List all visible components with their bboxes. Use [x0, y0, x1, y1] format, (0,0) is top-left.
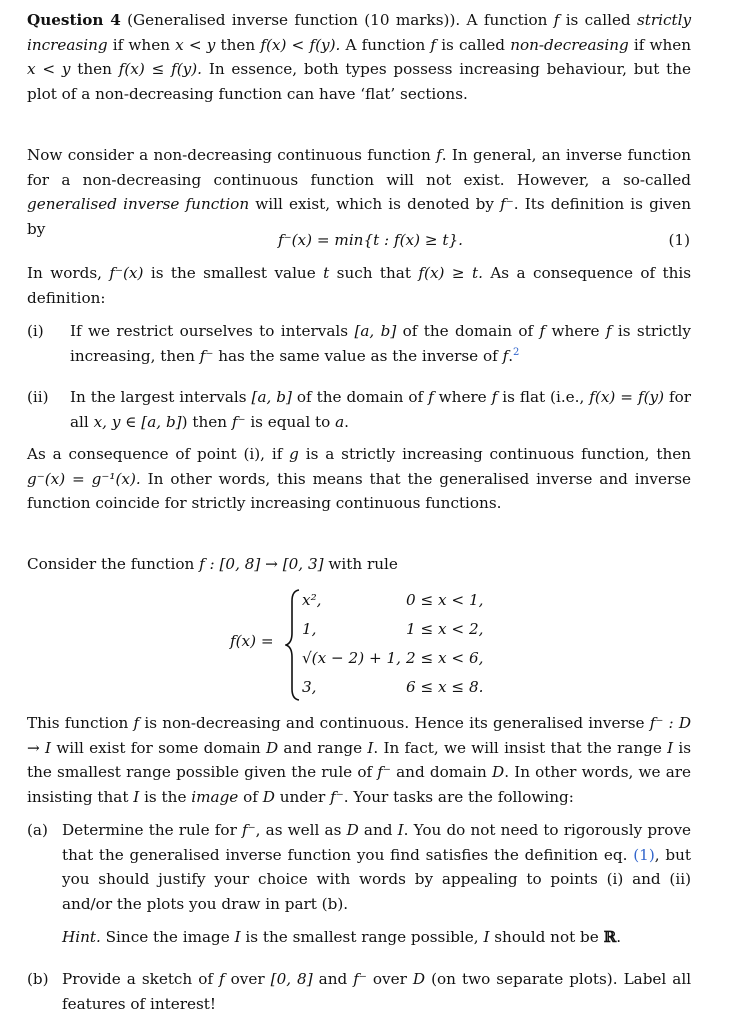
- list-item-i: (i) If we restrict ourselves to intervals [a, b] of the domain of f where f is strictly increasing, then f⁻ has the same value as the inverse of f.$^2$: [27, 322, 691, 365]
- case-2-expr: 1,: [302, 620, 317, 638]
- footnote-ref[interactable]: 2: [513, 346, 520, 358]
- task-b: (b) Provide a sketch of f over [0, 8] and f⁻ over D (on two separate plots). Label all features of interest!: [27, 970, 692, 1013]
- question-intro: Question 4 (Generalised inverse function (10 marks)). A function f is called strictly increasing if when x < y then f(x) < f(y). A function f is called non-decreasing if when x < y then f(x) ≤ f(y). In essence, both types possess increasing behaviour, but the plot of a non-decreasing function can have ‘flat’ sections.: [27, 11, 692, 103]
- list-item-ii: (ii) In the largest intervals [a, b] of the domain of f where f is flat (i.e., f(x) = f(y) for all x, y ∈ [a, b]) then f⁻ is equal to a.: [27, 388, 691, 431]
- left-brace: [285, 589, 301, 701]
- equation-1-body: f⁻(x) = min{t : f(x) ≥ t}.: [277, 231, 464, 249]
- paragraph-in-words: In words, f⁻(x) is the smallest value t such that f(x) ≥ t. As a consequence of this definition:: [27, 264, 692, 307]
- case-4-cond: 6 ≤ x ≤ 8.: [406, 678, 484, 696]
- paragraph-tasks-intro: This function f is non-decreasing and continuous. Hence its generalised inverse f⁻ : D → I will exist for some domain D and range I. In fact, we will insist that the range I is the smallest range possible given the rule of f⁻ and domain D. In other words, we are insisting that I is the image of D under f⁻. Your tasks are the following:: [27, 714, 692, 806]
- paragraph-consider-function: Consider the function f : [0, 8] → [0, 3] with rule: [27, 555, 398, 573]
- term-strictly-increasing: strictly increasing: [27, 11, 692, 54]
- case-1-cond: 0 ≤ x < 1,: [406, 591, 484, 609]
- hint: Hint. Since the image I is the smallest range possible, I should not be ℝ.: [62, 928, 622, 946]
- paragraph-generalised-inverse: Now consider a non-decreasing continuous function f. In general, an inverse function for a non-decreasing continuous function will not exist. However, a so-called generalised inverse function will exist, which is denoted by f⁻. Its definition is given by: [27, 146, 692, 238]
- term-non-decreasing: non-decreasing: [510, 35, 629, 54]
- term-generalised-inverse: generalised inverse function: [27, 195, 250, 213]
- question-number: Question 4: [27, 11, 121, 29]
- equation-1-number: (1): [668, 231, 690, 249]
- case-2-cond: 1 ≤ x < 2,: [406, 620, 484, 638]
- case-1-expr: x²,: [302, 591, 322, 609]
- case-4-expr: 3,: [302, 678, 317, 696]
- piecewise-lhs: f(x) =: [230, 632, 274, 650]
- case-3-expr: √(x − 2) + 1,: [302, 649, 402, 667]
- piecewise-definition: [0, 588, 741, 703]
- equation-1-link[interactable]: (1): [633, 845, 655, 864]
- question-title: (Generalised inverse function (10 marks)).: [127, 11, 461, 29]
- case-3-cond: 2 ≤ x < 6,: [406, 649, 484, 667]
- task-a: (a) Determine the rule for f⁻, as well as D and I. You do not need to rigorously prove that the generalised inverse function you find satisfies the definition eq. (1), but you should justify your choice with words by appealing to points (i) and (ii) and/or the plots you draw in part (b). Hint. Since the image I is the smallest range possible, I should not be ℝ.: [27, 818, 691, 948]
- paragraph-consequence: As a consequence of point (i), if g is a strictly increasing continuous function, then g⁻(x) = g⁻¹(x). In other words, this means that the generalised inverse and inverse function coincide for strictly increasing continuous functions.: [27, 445, 691, 512]
